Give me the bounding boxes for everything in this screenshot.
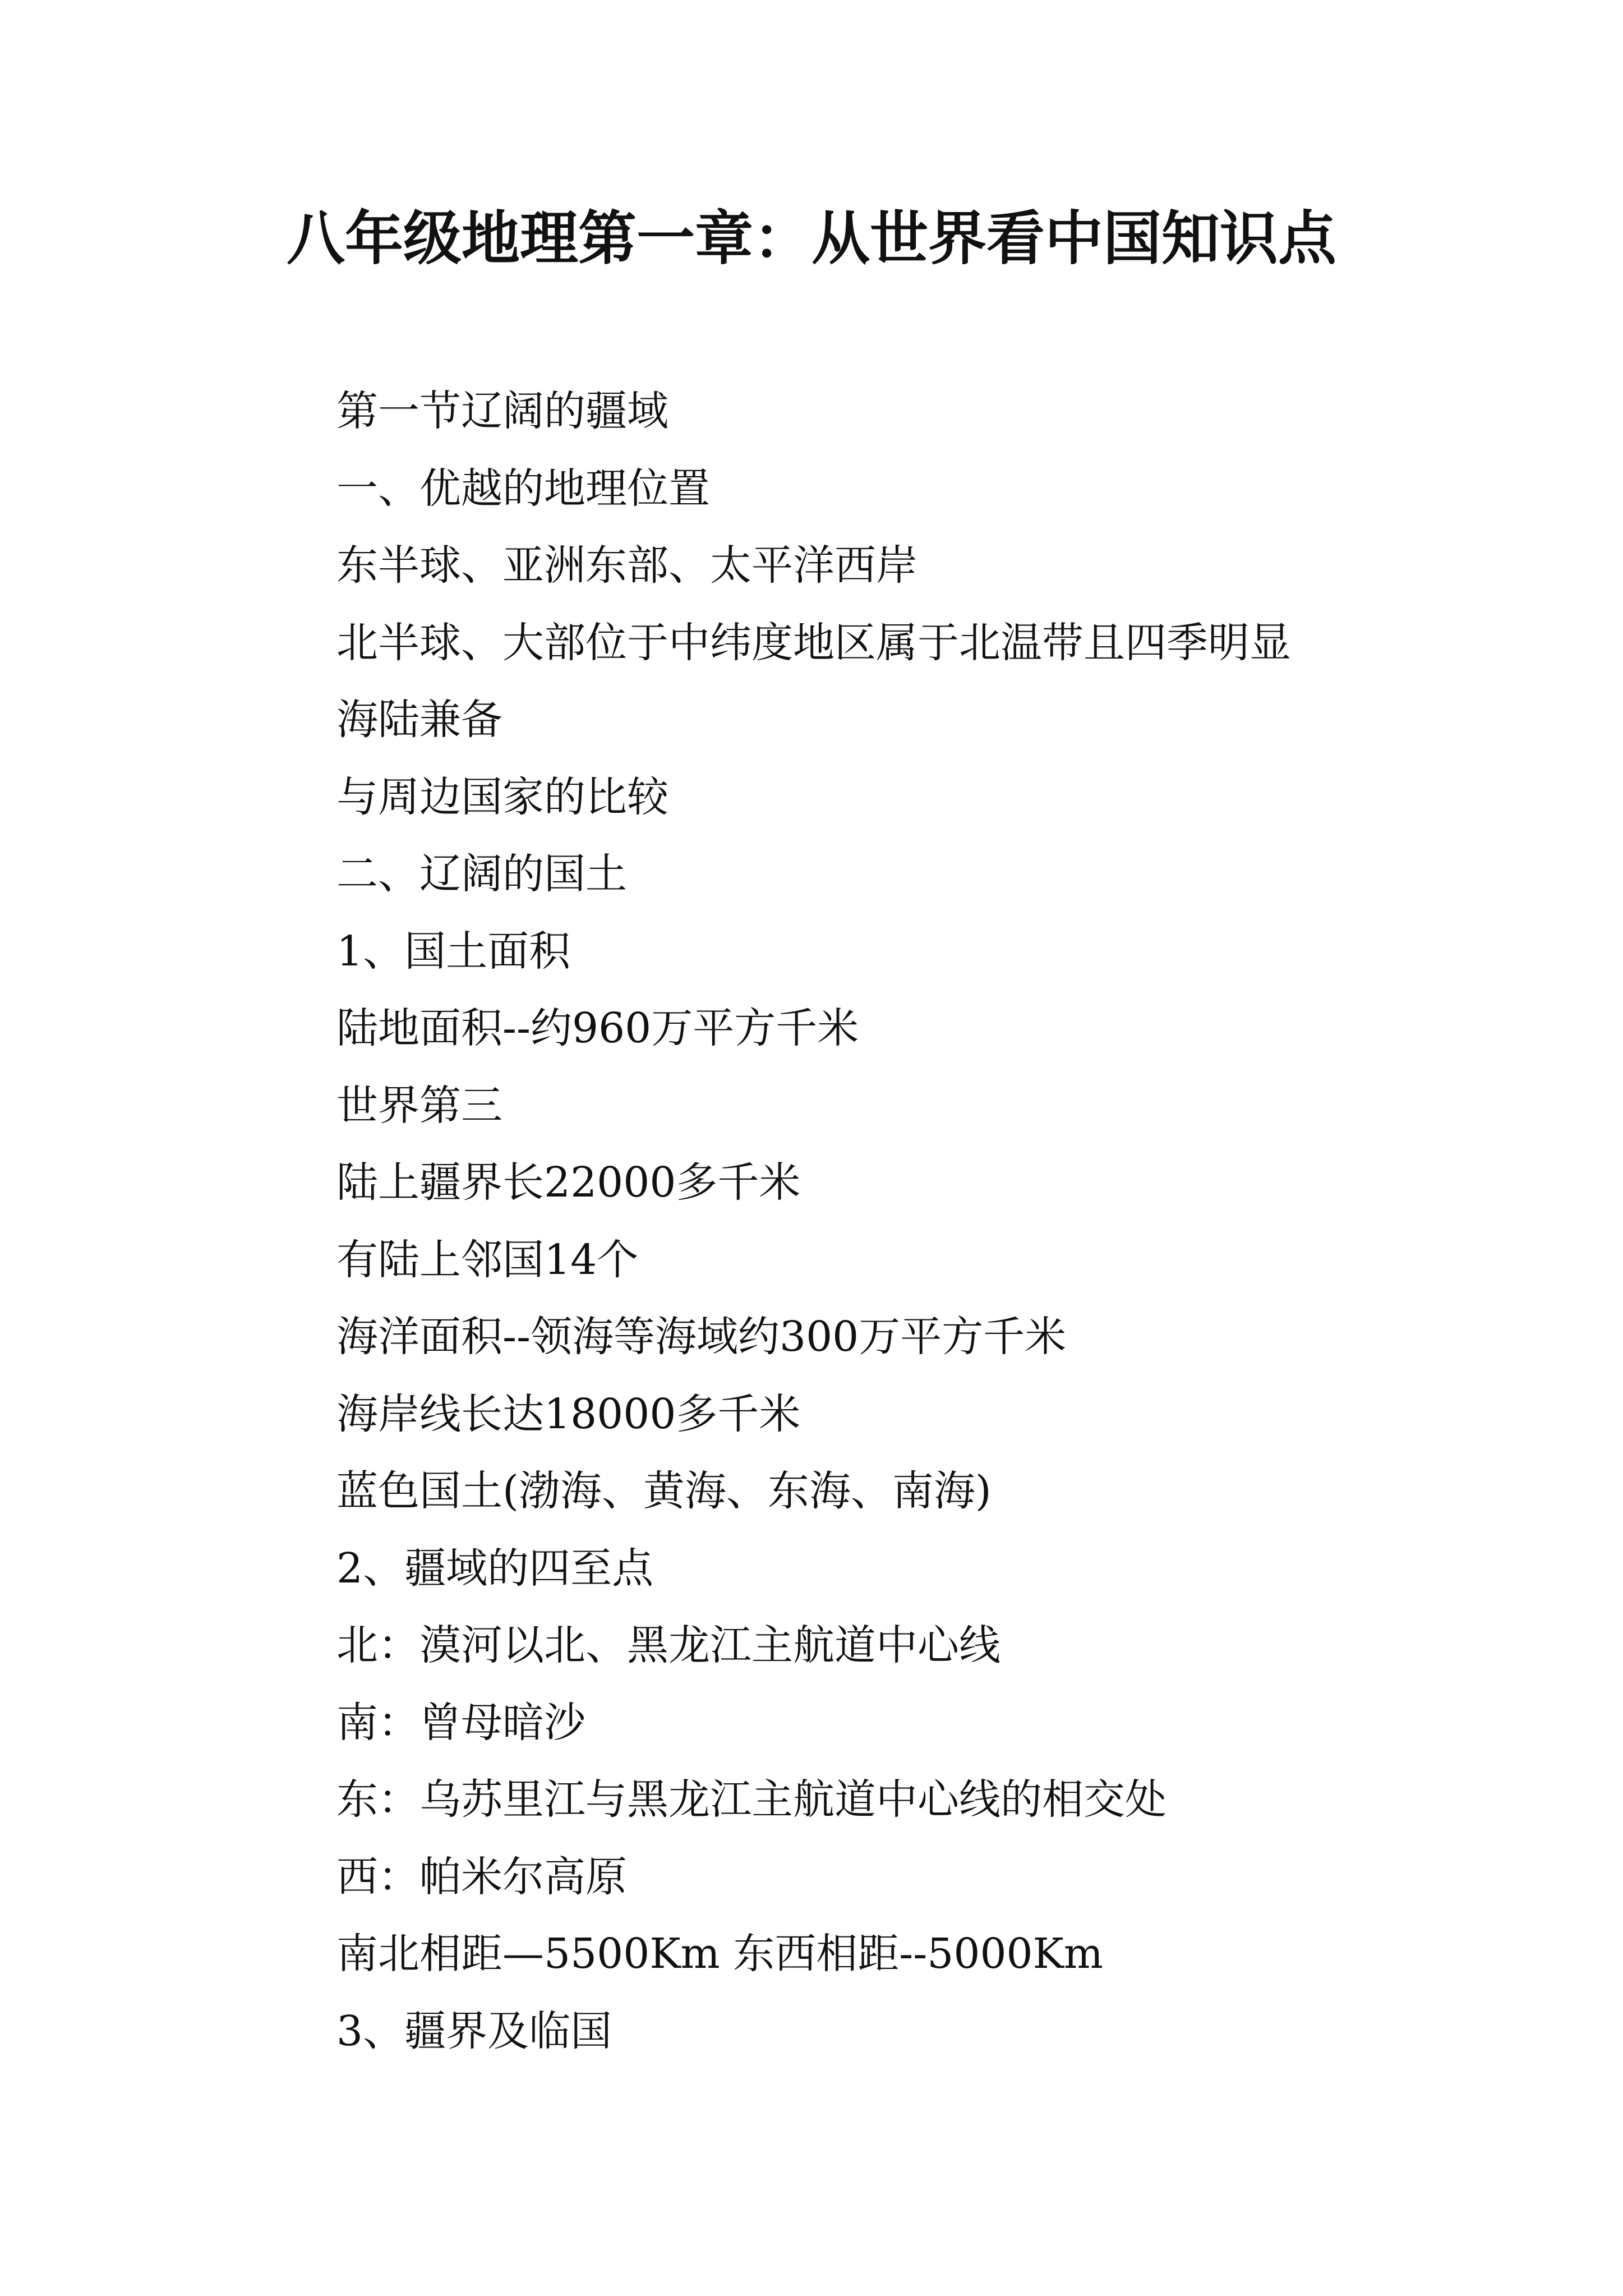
text-line: 陆上疆界长22000多千米 bbox=[336, 1158, 801, 1207]
text-line: 海洋面积--领海等海域约300万平方千米 bbox=[336, 1313, 1067, 1361]
text-line: 东半球、亚洲东部、太平洋西岸 bbox=[336, 541, 917, 590]
document-body bbox=[336, 373, 1542, 2070]
subsection-heading: 一、优越的地理位置 bbox=[336, 464, 710, 513]
text-line: 西：帕米尔高原 bbox=[336, 1852, 627, 1901]
text-line: 海陆兼备 bbox=[336, 696, 502, 744]
item-heading: 3、疆界及临国 bbox=[336, 2007, 612, 2055]
item-heading: 2、疆域的四至点 bbox=[336, 1544, 654, 1593]
text-line: 北半球、大部位于中纬度地区属于北温带且四季明显 bbox=[336, 618, 1291, 667]
text-line: 蓝色国土(渤海、黄海、东海、南海) bbox=[336, 1467, 992, 1515]
section-heading: 第一节辽阔的疆域 bbox=[336, 387, 668, 435]
text-line: 海岸线长达18000多千米 bbox=[336, 1389, 801, 1438]
text-line: 东：乌苏里江与黑龙江主航道中心线的相交处 bbox=[336, 1775, 1166, 1824]
text-line: 南北相距—5500Km 东西相距--5000Km bbox=[336, 1930, 1104, 1978]
text-line: 与周边国家的比较 bbox=[336, 772, 668, 821]
text-line: 南：曾母暗沙 bbox=[336, 1698, 585, 1747]
subsection-heading: 二、辽阔的国土 bbox=[336, 850, 627, 898]
item-heading: 1、国土面积 bbox=[336, 927, 571, 976]
text-line: 陆地面积--约960万平方千米 bbox=[336, 1004, 859, 1052]
document-title: 八年级地理第一章：从世界看中国知识点 bbox=[286, 204, 1336, 273]
text-line: 有陆上邻国14个 bbox=[336, 1235, 639, 1284]
text-line: 北：漠河以北、黑龙江主航道中心线 bbox=[336, 1621, 1000, 1669]
text-line: 世界第三 bbox=[336, 1081, 502, 1130]
